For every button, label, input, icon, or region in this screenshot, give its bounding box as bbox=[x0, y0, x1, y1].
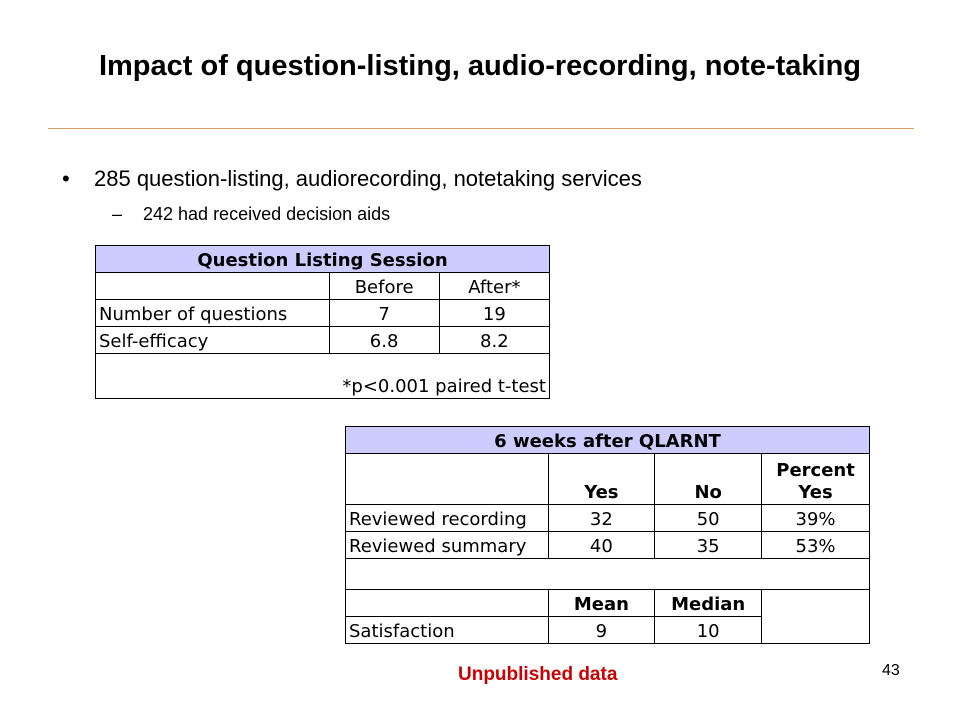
cell-median: 10 bbox=[655, 617, 762, 644]
row-label: Reviewed recording bbox=[346, 505, 549, 532]
slide-title: Impact of question-listing, audio-recording, note-taking bbox=[98, 50, 862, 82]
title-divider bbox=[48, 128, 914, 129]
page-number: 43 bbox=[882, 662, 900, 679]
column-header-after: After* bbox=[439, 273, 549, 300]
empty-cell bbox=[346, 590, 549, 617]
cell-before: 7 bbox=[329, 300, 439, 327]
cell-no: 35 bbox=[655, 532, 762, 559]
cell-yes: 40 bbox=[548, 532, 655, 559]
cell-after: 8.2 bbox=[439, 327, 549, 354]
sub-bullet-item bbox=[112, 204, 390, 225]
cell-mean: 9 bbox=[548, 617, 655, 644]
empty-cell bbox=[96, 273, 330, 300]
cell-after: 19 bbox=[439, 300, 549, 327]
bullet-item bbox=[62, 166, 642, 192]
cell-percent: 39% bbox=[762, 505, 870, 532]
empty-cell bbox=[346, 454, 549, 505]
table-title: 6 weeks after QLARNT bbox=[346, 427, 870, 454]
spacer-row bbox=[346, 559, 870, 590]
bullet-marker: • bbox=[62, 166, 70, 191]
unpublished-note: Unpublished data bbox=[458, 664, 618, 685]
bullet-text: 285 question-listing, audiorecording, notetaking services bbox=[94, 166, 642, 191]
sub-bullet-marker: – bbox=[112, 204, 123, 224]
cell-percent: 53% bbox=[762, 532, 870, 559]
cell-yes: 32 bbox=[548, 505, 655, 532]
followup-table bbox=[345, 426, 870, 644]
sub-bullet-text: 242 had received decision aids bbox=[143, 204, 391, 224]
table-row bbox=[96, 327, 550, 354]
question-listing-table bbox=[95, 245, 550, 399]
row-label: Reviewed summary bbox=[346, 532, 549, 559]
cell-before: 6.8 bbox=[329, 327, 439, 354]
column-header-before: Before bbox=[329, 273, 439, 300]
row-label: Number of questions bbox=[96, 300, 330, 327]
column-header-percent-yes bbox=[762, 454, 870, 505]
column-header-median: Median bbox=[655, 590, 762, 617]
table-row bbox=[346, 505, 870, 532]
column-header-yes: Yes bbox=[548, 454, 655, 505]
column-header-no: No bbox=[655, 454, 762, 505]
table-row bbox=[346, 532, 870, 559]
row-label: Satisfaction bbox=[346, 617, 549, 644]
row-label: Self-efficacy bbox=[96, 327, 330, 354]
table-title: Question Listing Session bbox=[96, 246, 550, 273]
table-row bbox=[96, 300, 550, 327]
header-line: Percent bbox=[776, 460, 855, 481]
header-line: Yes bbox=[798, 482, 833, 503]
table-note: *p<0.001 paired t-test bbox=[96, 354, 550, 399]
cell-no: 50 bbox=[655, 505, 762, 532]
empty-cell bbox=[762, 590, 870, 644]
column-header-mean: Mean bbox=[548, 590, 655, 617]
